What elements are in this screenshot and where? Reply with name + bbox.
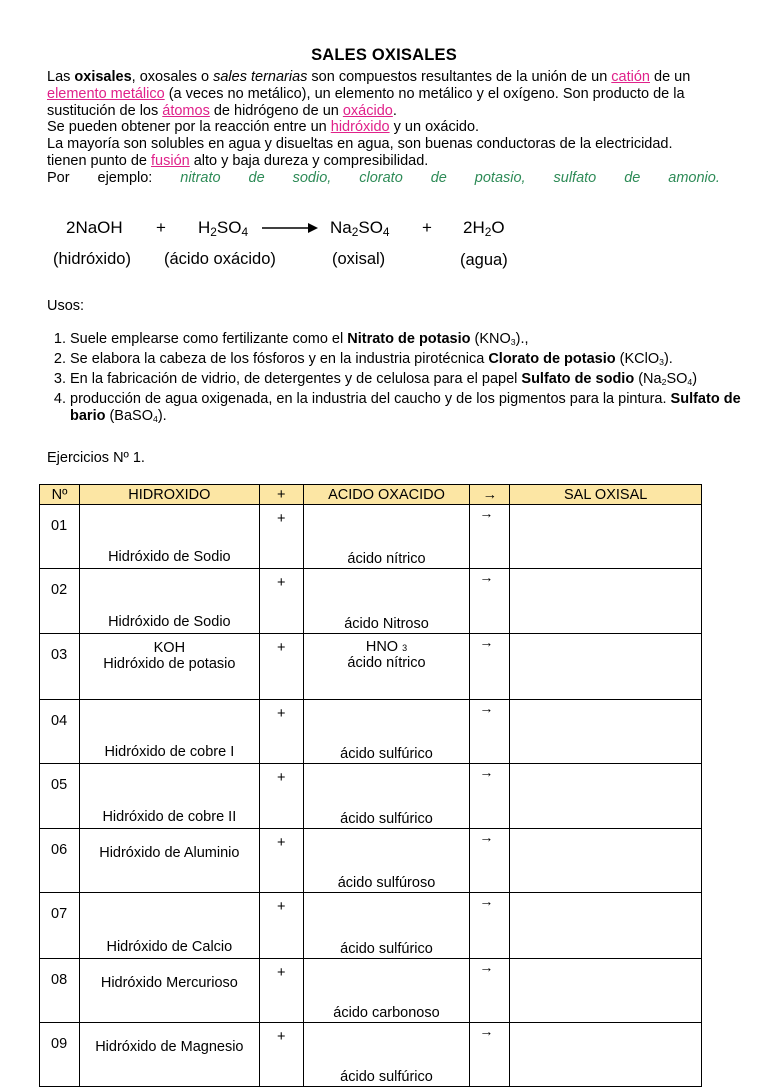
hidroxido-cell	[79, 893, 259, 959]
hidroxido-cell	[79, 829, 259, 893]
table-row	[40, 569, 702, 634]
table-row	[40, 700, 702, 764]
arrow-cell	[470, 1023, 510, 1087]
usos-item: 1. Suele emplearse como fertilizante como el Nitrato de potasio $(KNO_3)$.,	[70, 331, 750, 351]
acido-name: ácido sulfúrico	[340, 811, 433, 827]
hidroxido-name: Hidróxido de potasio	[103, 656, 236, 672]
hidroxido-name: Hidróxido de Magnesio	[95, 1039, 244, 1055]
intro-line-4: tienen punto de fusión alto y baja dureza y compresibilidad.	[47, 152, 429, 169]
plus-cell: +	[259, 764, 303, 829]
arrow-cell	[470, 959, 510, 1023]
hidroxido-name: Hidróxido de Sodio	[108, 549, 231, 565]
arrow-icon: →	[479, 959, 494, 975]
row-number: 06	[40, 829, 80, 893]
hidroxido-name: Hidróxido de Aluminio	[99, 845, 240, 861]
plus-cell: +	[259, 1023, 303, 1087]
plus-cell: +	[259, 893, 303, 959]
acido-cell	[303, 829, 470, 893]
hidroxido-name: Hidróxido de Sodio	[108, 614, 231, 630]
hidroxido-formula: KOH	[153, 640, 186, 656]
row-number: 02	[40, 569, 80, 634]
plus-cell: +	[259, 634, 303, 700]
row-number: 05	[40, 764, 80, 829]
arrow-cell	[470, 634, 510, 700]
plus-cell: +	[259, 829, 303, 893]
row-number: 03	[40, 634, 80, 700]
acido-cell	[303, 893, 470, 959]
header-plus: +	[259, 485, 303, 505]
arrow-icon: →	[479, 829, 494, 845]
arrow-cell	[470, 505, 510, 569]
link-elemento-metalico[interactable]: elemento metálico	[47, 85, 165, 102]
exercise-table	[39, 484, 702, 1087]
acido-name: ácido sulfúrico	[340, 941, 433, 957]
row-number: 09	[40, 1023, 80, 1087]
row-number: 08	[40, 959, 80, 1023]
hidroxido-cell	[79, 569, 259, 634]
sal-oxisal-answer-cell[interactable]	[510, 634, 702, 700]
hidroxido-name: Hidróxido Mercurioso	[100, 975, 238, 991]
arrow-icon: →	[479, 700, 494, 716]
acido-cell	[303, 959, 470, 1023]
header-num: Nº	[40, 485, 80, 505]
label-hidroxido: (hidróxido)	[53, 250, 131, 268]
link-atomos[interactable]: átomos	[162, 102, 210, 119]
plus-sign: +	[156, 218, 166, 237]
arrow-icon: →	[479, 634, 494, 650]
reaction-arrow-icon	[262, 222, 318, 234]
arrow-icon: →	[479, 505, 494, 521]
usos-item: 3. En la fabricación de vidrio, de detergentes y de celulosa para el papel Sulfato de sodio $(Na_2SO_4)$	[70, 371, 750, 391]
link-hidroxido[interactable]: hidróxido	[330, 119, 390, 136]
reaction-equation	[50, 210, 530, 282]
row-number: 01	[40, 505, 80, 569]
hidroxido-cell	[79, 764, 259, 829]
intro-paragraph	[47, 69, 720, 187]
header-sal-oxisal: SAL OXISAL	[510, 485, 702, 505]
acido-cell	[303, 1023, 470, 1087]
page-title: SALES OXISALES	[311, 46, 457, 64]
usos-heading: Usos:	[47, 298, 85, 314]
acido-name: ácido sulfúrico	[340, 746, 433, 762]
reactant-naoh: 2NaOH	[66, 218, 123, 237]
label-agua: (agua)	[460, 251, 508, 269]
hidroxido-cell	[79, 1023, 259, 1087]
arrow-cell	[470, 893, 510, 959]
hidroxido-cell	[79, 634, 259, 700]
intro-line-1: Las oxisales, oxosales o sales ternarias son compuestos resultantes de la unión de un catión de un elemento metálico (a veces no metálico), un elemento no metálico y el oxígeno. Son producto de la sustitución de los átomos de hidrógeno de un oxácido.	[47, 69, 691, 119]
sal-oxisal-answer-cell[interactable]	[510, 893, 702, 959]
intro-line-3: La mayoría son solubles en agua y disueltas en agua, son buenas conductoras de la electricidad.	[47, 136, 673, 153]
header-hidroxido: HIDROXIDO	[79, 485, 259, 505]
hidroxido-cell	[79, 700, 259, 764]
usos-item: 2. Se elabora la cabeza de los fósforos y en la industria pirotécnica Clorato de potasio (KClO$_3$).	[70, 351, 750, 371]
acido-name: ácido sulfúroso	[337, 875, 436, 891]
link-oxacido[interactable]: oxácido	[342, 102, 393, 119]
plus-cell: +	[259, 505, 303, 569]
row-number: 07	[40, 893, 80, 959]
arrow-cell	[470, 700, 510, 764]
sal-oxisal-answer-cell[interactable]	[510, 959, 702, 1023]
link-fusion[interactable]: fusión	[151, 152, 190, 169]
sal-oxisal-answer-cell[interactable]	[510, 829, 702, 893]
header-acido: ACIDO OXACIDO	[303, 485, 470, 505]
sal-oxisal-answer-cell[interactable]	[510, 764, 702, 829]
table-row	[40, 634, 702, 700]
acido-name: ácido nítrico	[347, 551, 426, 567]
acido-name: ácido carbonoso	[333, 1005, 440, 1021]
acido-cell	[303, 700, 470, 764]
plus-sign-2: +	[422, 218, 432, 237]
arrow-icon: →	[479, 1023, 494, 1039]
table-row	[40, 829, 702, 893]
table-header-row	[40, 485, 702, 505]
intro-line-2: Se pueden obtener por la reacción entre un hidróxido y un oxácido.	[47, 119, 480, 136]
link-cation[interactable]: catión	[611, 69, 650, 85]
arrow-icon: →	[479, 764, 494, 780]
acido-name: ácido sulfúrico	[340, 1069, 433, 1085]
table-row	[40, 893, 702, 959]
hidroxido-name: Hidróxido de cobre I	[104, 744, 235, 760]
hidroxido-name: Hidróxido de cobre II	[102, 809, 237, 825]
acido-name: ácido nítrico	[347, 655, 426, 671]
product-na2so4: $Na_2SO_4$	[330, 218, 390, 239]
acido-cell	[303, 764, 470, 829]
arrow-cell	[470, 764, 510, 829]
arrow-cell	[470, 829, 510, 893]
acido-name: ácido Nitroso	[344, 616, 429, 632]
sal-oxisal-answer-cell[interactable]	[510, 1023, 702, 1087]
hidroxido-cell	[79, 505, 259, 569]
header-arrow-icon: →	[470, 485, 510, 505]
plus-cell: +	[259, 959, 303, 1023]
table-row	[40, 1023, 702, 1087]
sal-oxisal-answer-cell[interactable]	[510, 700, 702, 764]
hidroxido-name: Hidróxido de Calcio	[106, 939, 233, 955]
usos-list	[47, 331, 750, 428]
plus-cell: +	[259, 569, 303, 634]
plus-cell: +	[259, 700, 303, 764]
acido-cell	[303, 505, 470, 569]
arrow-icon: →	[479, 893, 494, 909]
reactant-h2so4: $H_2SO_4$	[198, 218, 249, 239]
sal-oxisal-answer-cell[interactable]	[510, 505, 702, 569]
table-row	[40, 764, 702, 829]
acido-cell	[303, 569, 470, 634]
usos-item: 4. producción de agua oxigenada, en la industria del caucho y de los pigmentos para la pintura. Sulfato de bario (BaSO$_4$).	[70, 391, 750, 428]
acido-cell	[303, 634, 470, 700]
hidroxido-cell	[79, 959, 259, 1023]
label-oxisal: (oxisal)	[332, 250, 386, 268]
product-h2o: $2H_2O$	[463, 218, 505, 239]
label-acido-oxacido: (ácido oxácido)	[164, 250, 276, 268]
acido-formula: HNO 3	[365, 639, 408, 655]
exercises-heading: Ejercicios Nº 1.	[47, 450, 145, 466]
table-row	[40, 959, 702, 1023]
arrow-cell	[470, 569, 510, 634]
row-number: 04	[40, 700, 80, 764]
example-line: Por ejemplo: nitrato de sodio, clorato de potasio, sulfato de amonio.	[47, 169, 720, 186]
sal-oxisal-answer-cell[interactable]	[510, 569, 702, 634]
arrow-icon: →	[479, 569, 494, 585]
table-row	[40, 505, 702, 569]
